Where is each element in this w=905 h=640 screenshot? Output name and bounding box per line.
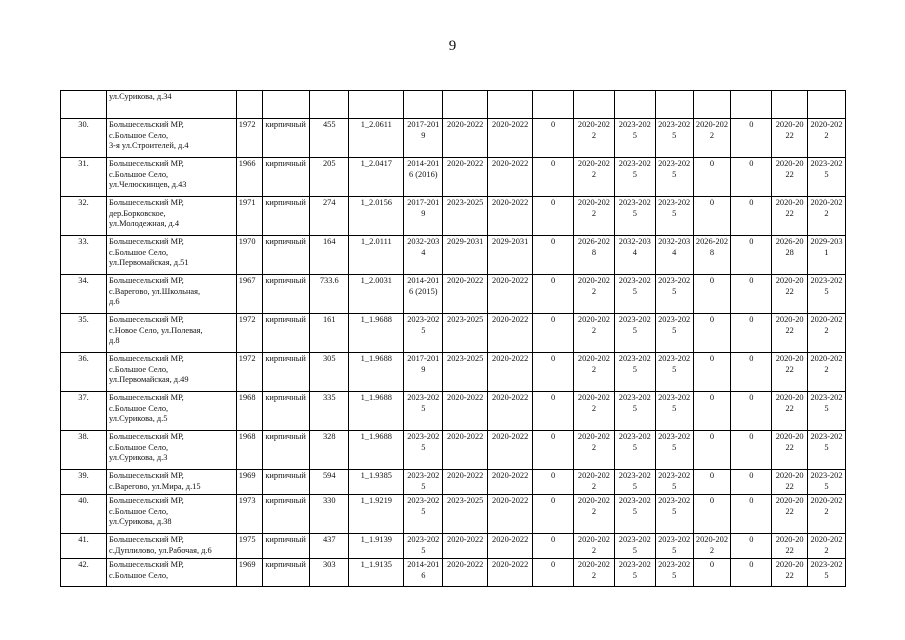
- schedule-cell: 2020-2022: [443, 275, 488, 314]
- schedule-cell: 2020-2022: [574, 353, 615, 392]
- table-row: [61, 197, 846, 236]
- schedule-cell: 2026-2028: [772, 236, 808, 275]
- row-number: 38.: [61, 431, 107, 470]
- schedule-cell: 2020-2022: [488, 158, 533, 197]
- address-line: ул.Первомайская, д.49: [108, 375, 189, 385]
- schedule-cell: 0: [533, 275, 574, 314]
- schedule-cell: 2029-2031: [443, 236, 488, 275]
- address-line: Большесельский МР,: [108, 560, 184, 569]
- schedule-cell: 0: [731, 392, 772, 431]
- schedule-cell: 0: [693, 392, 731, 431]
- schedule-cell: 0: [693, 353, 731, 392]
- address-cell: [106, 275, 236, 314]
- row-number: 34.: [61, 275, 107, 314]
- schedule-cell: 2020-2022: [574, 392, 615, 431]
- address-line: Большесельский МР,: [108, 276, 184, 285]
- area-cell: 161: [310, 314, 349, 353]
- schedule-cell: 2020-2022: [488, 559, 533, 587]
- schedule-cell: 2023-2025: [614, 392, 655, 431]
- schedule-cell: 0: [731, 534, 772, 559]
- row-number: 37.: [61, 392, 107, 431]
- priority-code-cell: 1_2.0031: [349, 275, 404, 314]
- address-line: с.Большое Село,: [108, 442, 169, 452]
- priority-code-cell: 1_1.9135: [349, 559, 404, 587]
- schedule-cell: [693, 91, 731, 119]
- address-cell: [106, 91, 236, 119]
- schedule-cell: 0: [533, 470, 574, 495]
- schedule-cell: 0: [533, 197, 574, 236]
- schedule-cell: 0: [533, 495, 574, 534]
- area-cell: 164: [310, 236, 349, 275]
- schedule-cell: 2020-2022: [574, 431, 615, 470]
- wall-material-cell: кирпичный: [263, 275, 310, 314]
- schedule-cell: 2020-2022: [443, 431, 488, 470]
- schedule-cell: 0: [693, 275, 731, 314]
- schedule-cell: 0: [731, 431, 772, 470]
- schedule-cell: 2023-2025: [655, 559, 693, 587]
- build-year-cell: 1969: [236, 470, 263, 495]
- schedule-cell: [488, 91, 533, 119]
- schedule-cell: 2020-2022: [808, 314, 846, 353]
- table-row: [61, 392, 846, 431]
- schedule-cell: 0: [731, 470, 772, 495]
- build-year-cell: 1968: [236, 431, 263, 470]
- address-line: д.6: [108, 297, 120, 307]
- schedule-cell: [614, 91, 655, 119]
- wall-material-cell: кирпичный: [263, 495, 310, 534]
- schedule-cell: 2014-2016 (2015): [404, 275, 443, 314]
- schedule-cell: 2017-2019: [404, 119, 443, 158]
- address-line: Большесельский МР,: [108, 535, 184, 544]
- schedule-cell: 0: [731, 559, 772, 587]
- schedule-cell: 2023-2025: [655, 431, 693, 470]
- row-number: 41.: [61, 534, 107, 559]
- schedule-cell: [404, 91, 443, 119]
- schedule-cell: 2020-2022: [443, 534, 488, 559]
- schedule-cell: 2032-2034: [614, 236, 655, 275]
- address-line: с.Большое Село,: [108, 364, 169, 374]
- address-line: ул.Сурикова, д.5: [108, 414, 168, 424]
- schedule-cell: 2020-2022: [772, 534, 808, 559]
- schedule-cell: 0: [533, 534, 574, 559]
- address-line: дер.Борковское,: [108, 208, 166, 218]
- schedule-cell: 2026-2028: [574, 236, 615, 275]
- priority-code-cell: 1_1.9139: [349, 534, 404, 559]
- address-line: ул.Молодежная, д.4: [108, 219, 180, 229]
- schedule-cell: 2020-2022: [443, 119, 488, 158]
- build-year-cell: 1972: [236, 314, 263, 353]
- build-year-cell: 1975: [236, 534, 263, 559]
- schedule-cell: 2023-2025: [404, 392, 443, 431]
- schedule-cell: 2023-2025: [614, 314, 655, 353]
- schedule-cell: 0: [533, 431, 574, 470]
- schedule-cell: 2020-2022: [488, 119, 533, 158]
- schedule-cell: 2020-2022: [488, 495, 533, 534]
- row-number: 32.: [61, 197, 107, 236]
- schedule-cell: 2020-2022: [808, 495, 846, 534]
- row-number: 36.: [61, 353, 107, 392]
- schedule-cell: 0: [533, 158, 574, 197]
- address-line: ул.Первомайская, д.51: [108, 258, 189, 268]
- address-line: 3-я ул.Строителей, д.4: [108, 141, 189, 151]
- area-cell: 437: [310, 534, 349, 559]
- build-year-cell: 1973: [236, 495, 263, 534]
- schedule-cell: 2020-2022: [574, 495, 615, 534]
- schedule-cell: 2020-2022: [808, 197, 846, 236]
- row-number: 39.: [61, 470, 107, 495]
- schedule-cell: 2023-2025: [614, 353, 655, 392]
- schedule-cell: 2023-2025: [655, 197, 693, 236]
- wall-material-cell: [263, 91, 310, 119]
- address-cell: [106, 353, 236, 392]
- build-year-cell: 1970: [236, 236, 263, 275]
- area-cell: 330: [310, 495, 349, 534]
- schedule-cell: 2020-2022: [574, 119, 615, 158]
- schedule-cell: 2017-2019: [404, 353, 443, 392]
- address-line: с.Новое Село, ул.Полевая,: [108, 325, 203, 335]
- address-line: с.Большое Село,: [108, 247, 169, 257]
- schedule-cell: 2023-2025: [614, 470, 655, 495]
- schedule-cell: 2020-2022: [443, 158, 488, 197]
- address-line: с.Большое Село,: [108, 169, 169, 179]
- schedule-cell: 2029-2031: [808, 236, 846, 275]
- wall-material-cell: кирпичный: [263, 236, 310, 275]
- priority-code-cell: 1_1.9688: [349, 431, 404, 470]
- schedule-cell: 2023-2025: [655, 314, 693, 353]
- address-cell: [106, 197, 236, 236]
- schedule-cell: 2023-2025: [443, 353, 488, 392]
- wall-material-cell: кирпичный: [263, 534, 310, 559]
- schedule-cell: 2023-2025: [614, 275, 655, 314]
- address-line: Большесельский МР,: [108, 198, 184, 207]
- schedule-cell: 2023-2025: [655, 495, 693, 534]
- area-cell: 594: [310, 470, 349, 495]
- area-cell: [310, 91, 349, 119]
- address-line: с.Большое Село,: [108, 403, 169, 413]
- address-cell: [106, 119, 236, 158]
- priority-code-cell: 1_1.9688: [349, 314, 404, 353]
- priority-code-cell: [349, 91, 404, 119]
- schedule-cell: 0: [533, 353, 574, 392]
- wall-material-cell: кирпичный: [263, 353, 310, 392]
- area-cell: 205: [310, 158, 349, 197]
- wall-material-cell: кирпичный: [263, 197, 310, 236]
- table-row: [61, 158, 846, 197]
- build-year-cell: 1968: [236, 392, 263, 431]
- address-cell: [106, 158, 236, 197]
- row-number: 30.: [61, 119, 107, 158]
- schedule-cell: 0: [693, 431, 731, 470]
- schedule-cell: 2020-2022: [488, 314, 533, 353]
- schedule-cell: 0: [533, 392, 574, 431]
- schedule-cell: 0: [731, 236, 772, 275]
- schedule-cell: [808, 91, 846, 119]
- schedule-cell: 2020-2022: [488, 275, 533, 314]
- priority-code-cell: 1_2.0417: [349, 158, 404, 197]
- area-cell: 274: [310, 197, 349, 236]
- schedule-cell: 2020-2022: [574, 470, 615, 495]
- build-year-cell: [236, 91, 263, 119]
- schedule-cell: 2020-2022: [574, 559, 615, 587]
- address-line: Большесельский МР,: [108, 471, 184, 480]
- address-cell: [106, 559, 236, 587]
- schedule-cell: 0: [731, 119, 772, 158]
- address-line: Большесельский МР,: [108, 393, 184, 402]
- schedule-cell: 2020-2022: [574, 314, 615, 353]
- address-line: с.Большое Село,: [108, 506, 169, 516]
- address-line: с.Большое Село,: [108, 130, 169, 140]
- address-line: ул.Челюскинцев, д.43: [108, 180, 187, 190]
- build-year-cell: 1969: [236, 559, 263, 587]
- schedule-cell: 2020-2022: [772, 392, 808, 431]
- schedule-cell: 0: [533, 559, 574, 587]
- address-line: ул.Сурикова, д.3: [108, 453, 168, 463]
- schedule-cell: 0: [693, 470, 731, 495]
- schedule-cell: 2032-2034: [404, 236, 443, 275]
- schedule-cell: 2023-2025: [404, 495, 443, 534]
- schedule-cell: 2017-2019: [404, 197, 443, 236]
- table-row: [61, 236, 846, 275]
- schedule-cell: 2020-2022: [693, 119, 731, 158]
- schedule-cell: 2023-2025: [655, 392, 693, 431]
- table-row: [61, 534, 846, 559]
- row-number: 33.: [61, 236, 107, 275]
- schedule-cell: 0: [731, 275, 772, 314]
- schedule-cell: 2023-2025: [614, 534, 655, 559]
- area-cell: 455: [310, 119, 349, 158]
- schedule-cell: 2020-2022: [443, 470, 488, 495]
- schedule-cell: 2014-2016: [404, 559, 443, 587]
- schedule-cell: [731, 91, 772, 119]
- schedule-cell: 2014-2016 (2016): [404, 158, 443, 197]
- address-line: Большесельский МР,: [108, 237, 184, 246]
- schedule-cell: 2023-2025: [614, 197, 655, 236]
- address-line: Большесельский МР,: [108, 432, 184, 441]
- schedule-cell: 2020-2022: [772, 119, 808, 158]
- page-number: 9: [448, 38, 457, 54]
- schedule-cell: 0: [693, 158, 731, 197]
- build-year-cell: 1972: [236, 353, 263, 392]
- wall-material-cell: кирпичный: [263, 119, 310, 158]
- schedule-cell: [443, 91, 488, 119]
- address-cell: [106, 236, 236, 275]
- schedule-cell: 2023-2025: [443, 495, 488, 534]
- address-line: д.8: [108, 336, 120, 346]
- schedule-cell: 2023-2025: [808, 470, 846, 495]
- wall-material-cell: кирпичный: [263, 314, 310, 353]
- address-line: с.Большое Село,: [108, 570, 169, 580]
- row-number: [61, 91, 107, 119]
- schedule-cell: 2029-2031: [488, 236, 533, 275]
- priority-code-cell: 1_2.0156: [349, 197, 404, 236]
- schedule-cell: 2020-2022: [772, 158, 808, 197]
- address-line: с.Варегово, ул.Мира, д.15: [108, 481, 201, 491]
- schedule-cell: 2023-2025: [808, 431, 846, 470]
- schedule-cell: 2020-2022: [488, 353, 533, 392]
- priority-code-cell: 1_2.0611: [349, 119, 404, 158]
- schedule-cell: 0: [731, 314, 772, 353]
- schedule-cell: 2023-2025: [404, 470, 443, 495]
- schedule-cell: 2020-2022: [772, 495, 808, 534]
- schedule-cell: 2023-2025: [655, 470, 693, 495]
- row-number: 42.: [61, 559, 107, 587]
- schedule-cell: 2023-2025: [404, 431, 443, 470]
- priority-code-cell: 1_2.0111: [349, 236, 404, 275]
- schedule-cell: 2020-2022: [693, 534, 731, 559]
- schedule-cell: 2023-2025: [443, 197, 488, 236]
- row-number: 35.: [61, 314, 107, 353]
- schedule-cell: 0: [533, 236, 574, 275]
- address-cell: [106, 495, 236, 534]
- table-row: [61, 495, 846, 534]
- area-cell: 733.6: [310, 275, 349, 314]
- address-cell: [106, 392, 236, 431]
- address-cell: [106, 314, 236, 353]
- schedule-cell: 2020-2022: [772, 559, 808, 587]
- schedule-cell: 0: [731, 495, 772, 534]
- schedule-cell: 0: [693, 197, 731, 236]
- table-row: [61, 353, 846, 392]
- row-number: 31.: [61, 158, 107, 197]
- schedule-cell: 2023-2025: [655, 158, 693, 197]
- wall-material-cell: кирпичный: [263, 392, 310, 431]
- schedule-cell: 0: [693, 559, 731, 587]
- schedule-cell: 2023-2025: [808, 559, 846, 587]
- table-row: [61, 559, 846, 587]
- address-cell: [106, 470, 236, 495]
- schedule-cell: 2020-2022: [488, 470, 533, 495]
- schedule-cell: 2020-2022: [488, 431, 533, 470]
- schedule-cell: 2020-2022: [574, 158, 615, 197]
- build-year-cell: 1971: [236, 197, 263, 236]
- schedule-cell: 2023-2025: [443, 314, 488, 353]
- schedule-cell: 0: [693, 314, 731, 353]
- wall-material-cell: кирпичный: [263, 470, 310, 495]
- schedule-cell: 2023-2025: [655, 353, 693, 392]
- schedule-cell: 2023-2025: [808, 158, 846, 197]
- priority-code-cell: 1_1.9688: [349, 392, 404, 431]
- schedule-cell: 2023-2025: [614, 158, 655, 197]
- schedule-cell: 2020-2022: [772, 431, 808, 470]
- wall-material-cell: кирпичный: [263, 431, 310, 470]
- schedule-cell: 2020-2022: [772, 353, 808, 392]
- schedule-cell: 2020-2022: [443, 559, 488, 587]
- address-line: ул.Сурикова, д.34: [108, 92, 172, 101]
- address-line: Большесельский МР,: [108, 354, 184, 363]
- schedule-cell: 2023-2025: [655, 534, 693, 559]
- schedule-cell: [533, 91, 574, 119]
- schedule-cell: 2020-2022: [488, 392, 533, 431]
- table-row: [61, 470, 846, 495]
- schedule-cell: 2023-2025: [614, 431, 655, 470]
- schedule-cell: 2023-2025: [614, 495, 655, 534]
- table-row: [61, 314, 846, 353]
- address-line: Большесельский МР,: [108, 159, 184, 168]
- priority-code-cell: 1_1.9219: [349, 495, 404, 534]
- schedule-cell: 2026-2028: [693, 236, 731, 275]
- schedule-cell: 2020-2022: [772, 197, 808, 236]
- schedule-cell: 2023-2025: [614, 119, 655, 158]
- schedule-cell: 0: [693, 495, 731, 534]
- schedule-cell: 2020-2022: [772, 275, 808, 314]
- row-number: 40.: [61, 495, 107, 534]
- build-year-cell: 1972: [236, 119, 263, 158]
- area-cell: 328: [310, 431, 349, 470]
- address-line: Большесельский МР,: [108, 120, 184, 129]
- area-cell: 305: [310, 353, 349, 392]
- schedule-cell: 2023-2025: [655, 119, 693, 158]
- schedule-cell: 2020-2022: [808, 353, 846, 392]
- schedule-cell: 0: [731, 158, 772, 197]
- address-line: с.Варегово, ул.Школьная,: [108, 286, 201, 296]
- schedule-cell: 2020-2022: [488, 197, 533, 236]
- schedule-cell: 2020-2022: [443, 392, 488, 431]
- area-cell: 335: [310, 392, 349, 431]
- schedule-cell: 2023-2025: [404, 314, 443, 353]
- schedule-cell: 2020-2022: [772, 470, 808, 495]
- schedule-cell: 2023-2025: [808, 392, 846, 431]
- schedule-cell: [574, 91, 615, 119]
- schedule-cell: 2020-2022: [574, 197, 615, 236]
- wall-material-cell: кирпичный: [263, 158, 310, 197]
- priority-code-cell: 1_1.9385: [349, 470, 404, 495]
- table-row: [61, 275, 846, 314]
- schedule-cell: 2020-2022: [772, 314, 808, 353]
- schedule-cell: 0: [533, 314, 574, 353]
- address-line: Большесельский МР,: [108, 496, 184, 505]
- schedule-cell: 2023-2025: [808, 275, 846, 314]
- schedule-cell: 2032-2034: [655, 236, 693, 275]
- table-row: [61, 91, 846, 119]
- wall-material-cell: кирпичный: [263, 559, 310, 587]
- schedule-cell: 0: [533, 119, 574, 158]
- schedule-cell: 2020-2022: [574, 275, 615, 314]
- schedule-cell: 0: [731, 197, 772, 236]
- table-row: [61, 431, 846, 470]
- priority-code-cell: 1_1.9688: [349, 353, 404, 392]
- address-line: ул.Сурикова, д.38: [108, 517, 172, 527]
- schedule-cell: 2020-2022: [808, 534, 846, 559]
- schedule-cell: 2020-2022: [574, 534, 615, 559]
- address-cell: [106, 534, 236, 559]
- address-line: Большесельский МР,: [108, 315, 184, 324]
- build-year-cell: 1966: [236, 158, 263, 197]
- table-body: [61, 91, 846, 587]
- build-year-cell: 1967: [236, 275, 263, 314]
- schedule-cell: [772, 91, 808, 119]
- schedule-cell: 2023-2025: [614, 559, 655, 587]
- housing-repair-table: [60, 90, 846, 587]
- address-cell: [106, 431, 236, 470]
- table-row: [61, 119, 846, 158]
- schedule-cell: [655, 91, 693, 119]
- schedule-cell: 2020-2022: [808, 119, 846, 158]
- area-cell: 303: [310, 559, 349, 587]
- schedule-cell: 2020-2022: [488, 534, 533, 559]
- schedule-cell: 0: [731, 353, 772, 392]
- schedule-cell: 2023-2025: [655, 275, 693, 314]
- address-line: с.Дуплилово, ул.Рабочая, д.6: [108, 545, 212, 555]
- schedule-cell: 2023-2025: [404, 534, 443, 559]
